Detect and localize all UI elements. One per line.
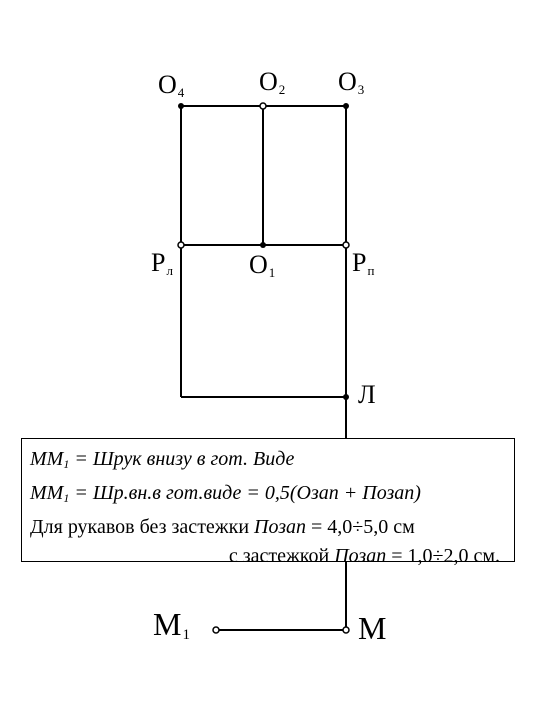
formula-line-3-value: = 4,0÷5,0 см (306, 516, 415, 538)
label-l (358, 382, 376, 408)
formula-line-3-var: Позап (254, 516, 307, 538)
label-o1-base: O (249, 250, 268, 279)
formula-line-2 (30, 479, 506, 513)
formula-line-2-mm: ММ (30, 482, 64, 504)
label-m (358, 612, 386, 644)
label-o3-sub: 3 (357, 82, 365, 97)
label-rl-base: Р (151, 248, 166, 277)
point-o2 (260, 103, 266, 109)
formula-line-4-var: Позап (334, 545, 387, 567)
point-o3 (343, 103, 349, 109)
label-o1-sub: 1 (268, 265, 276, 280)
label-m-base: М (358, 610, 387, 646)
point-o1 (260, 242, 266, 248)
formula-line-2-sub: 1 (63, 491, 70, 505)
formula-line-3-prefix: Для рукавов без застежки (30, 516, 255, 538)
label-rl (151, 250, 173, 277)
label-m1-sub: 1 (182, 627, 190, 643)
point-o4 (178, 103, 184, 109)
label-o2-base: O (259, 67, 278, 96)
formula-line-3 (30, 513, 506, 542)
formula-line-1 (30, 445, 506, 479)
formula-line-1-sub: 1 (63, 457, 70, 471)
point-l (343, 394, 349, 400)
formula-line-2-text: = Шр.вн.в гот.виде = 0,5(Озап + Позап) (69, 482, 421, 504)
point-m (343, 627, 349, 633)
formula-line-4-value: = 1,0÷2,0 см. (386, 545, 500, 567)
label-o3 (338, 69, 364, 96)
label-o4-base: O (158, 70, 177, 99)
label-m1 (153, 608, 190, 643)
formula-line-4 (30, 542, 506, 571)
point-rp (343, 242, 349, 248)
label-o2-sub: 2 (278, 82, 286, 97)
label-rp-sub: п (367, 263, 375, 278)
label-o3-base: O (338, 67, 357, 96)
label-o4-sub: 4 (177, 85, 185, 100)
label-o1 (249, 252, 275, 279)
label-rp-base: Р (352, 248, 367, 277)
label-l-base: Л (358, 380, 376, 409)
label-o4 (158, 72, 184, 99)
formula-line-1-mm: ММ (30, 448, 64, 470)
formula-line-4-prefix: с застежкой (228, 545, 335, 567)
label-m1-base: М (153, 606, 182, 642)
point-m1 (213, 627, 219, 633)
point-rl (178, 242, 184, 248)
formula-line-1-text: = Шрук внизу в гот. Виде (69, 448, 295, 470)
label-rp (352, 250, 374, 277)
label-o2 (259, 69, 285, 96)
label-rl-sub: л (166, 263, 173, 278)
formula-note-box (21, 438, 515, 567)
